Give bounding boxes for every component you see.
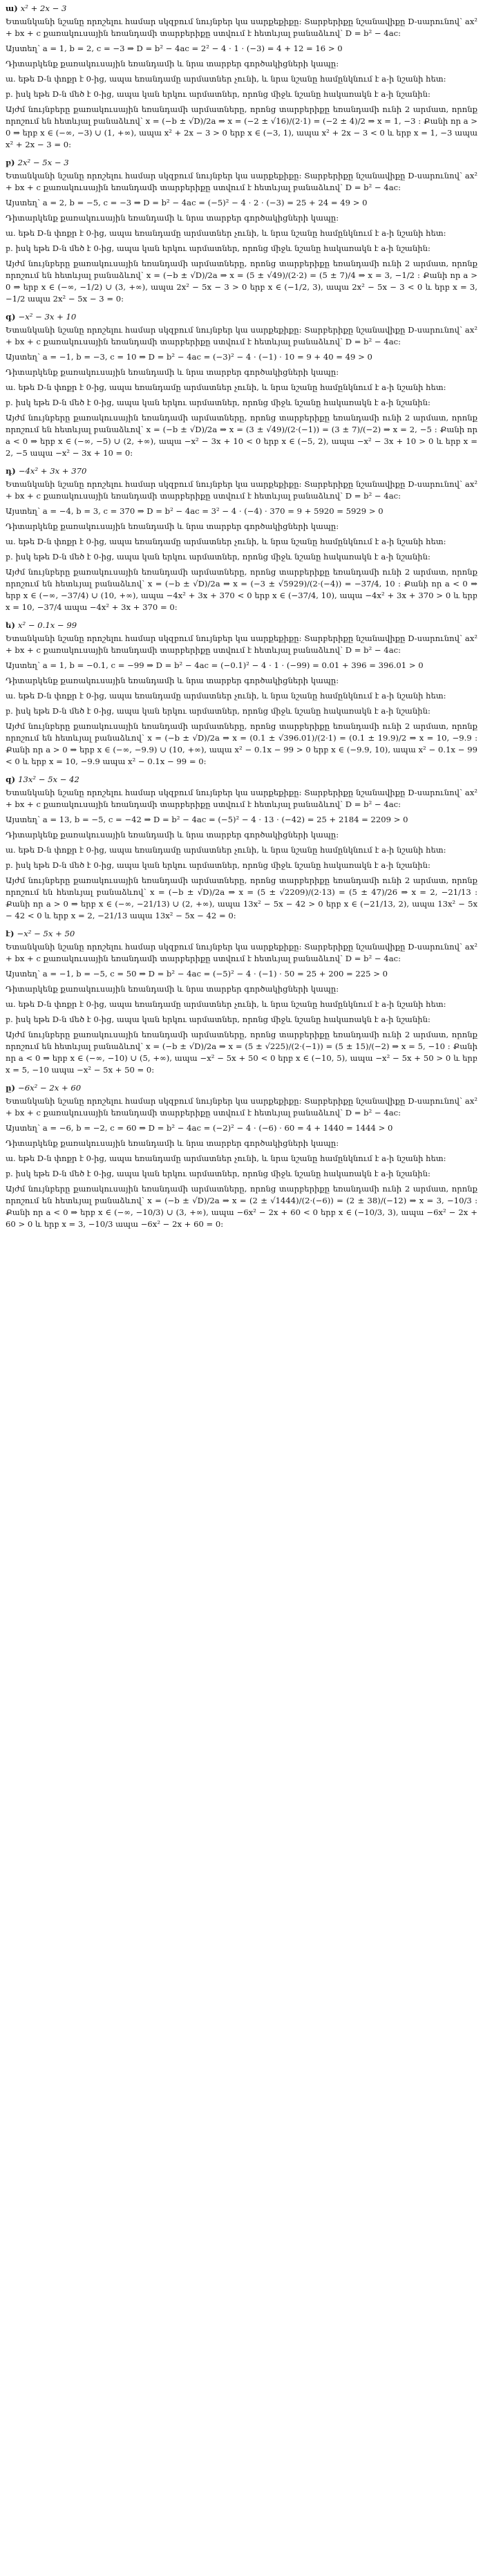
hint-negative-d: ա. եթե D-ն փոքր է 0-ից, ապա եռանդամը արմատներ չունի, և նրա նշանը համընկնում է a-ի նշանի հետ: bbox=[6, 537, 446, 546]
hint-relation: Դիտարկենք քառակուսային եռանդամի և նրա տարբեր գործակիցների կապը: bbox=[6, 521, 339, 531]
solution-paragraph: Այժմ նույնբերը քառակուսային եռանդամի արմատները, որոնց տարբերիքը եռանդամի ունի 2 արմատ, որոնք որոշում են հետևյալ բանաձևով՝ x = (−b ± √D)/2a ⇒ x = (5 ± √49)/(2·2) = (5 ± 7)/4 ⇒ x = 3, −1/2 : Քանի որ a > 0 ⇒ երբ x ∈ (−∞, −1/2) ∪ (3, +∞), ապա 2x² − 5x − 3 > 0 երբ x ∈ (−1/2, 3), ապա 2x² − 5x − 3 < 0 և երբ x = 3, −1/2 ապա 2x² − 5x − 3 = 0: bbox=[6, 259, 477, 304]
solution-paragraph: Այժմ նույնբերը քառակուսային եռանդամի արմատները, որոնց տարբերիքը եռանդամի ունի 2 արմատ, որոնք որոշում են հետևյալ բանաձևով՝ x = (−b ± √D)/2a ⇒ x = (0.1 ± √396.01)/(2·1) = (0.1 ± 19.9)/2 ⇒ x = 10, −9.9 : Քանի որ a > 0 ⇒ երբ x ∈ (−∞, −9.9) ∪ (10, +∞), ապա x² − 0.1x − 99 > 0 երբ x ∈ (−9.9, 10), ապա x² − 0.1x − 99 < 0 և երբ x = 10, −9.9 ապա x² − 0.1x − 99 = 0: bbox=[6, 721, 477, 766]
hint-relation: Դիտարկենք քառակուսային եռանդամի և նրա տարբեր գործակիցների կապը: bbox=[6, 830, 339, 840]
intro-paragraph: Ետանկանի նշանը որոշելու համար սկզբում նույնբեր կա սարքեքիքը: Տարբերիքը նշանավիքը D-սարունով՝ ax² + bx + c քառակուսային եռանդամի տարբերիքը ստվում է հետևյալ բանաձևով՝ D = b² − 4ac: bbox=[6, 788, 477, 809]
discriminant-calc: Այստեղ՝ a = −4, b = 3, c = 370 ⇒ D = b² − 4ac = 3² − 4 · (−4) · 370 = 9 + 5920 = 5929 > 0 bbox=[6, 506, 383, 516]
solution-paragraph: Այժմ նույնբերը քառակուսային եռանդամի արմատները, որոնց տարբերիքը եռանդամի ունի 2 արմատ, որոնք որոշում են հետևյալ բանաձևով՝ x = (−b ± √D)/2a ⇒ x = (−2 ± √16)/(2·1) = (−2 ± 4)/2 ⇒ x = 1, −3 : Քանի որ a > 0 ⇒ երբ x ∈ (−∞, −3) ∪ (1, +∞), ապա x² + 2x − 3 > 0 երբ x ∈ (−3, 1), ապա x² + 2x − 3 < 0 և երբ x = 1, −3 ապա x² + 2x − 3 = 0: bbox=[6, 104, 477, 149]
hint-positive-d: բ. իսկ եթե D-ն մեծ է 0-ից, ապա կան երկու արմատներ, որոնց միջև նշանը հակառակն է a-ի նշանին: bbox=[6, 1169, 430, 1178]
solution-paragraph: Այժմ նույնբերը քառակուսային եռանդամի արմատները, որոնց տարբերիքը եռանդամի ունի 2 արմատ, որոնք որոշում են հետևյալ բանաձևով՝ x = (−b ± √D)/2a ⇒ x = (5 ± √225)/(2·(−1)) = (5 ± 15)/(−2) ⇒ x = 5, −10 : Քանի որ a < 0 ⇒ երբ x ∈ (−∞, −10) ∪ (5, +∞), ապա −x² − 5x + 50 < 0 երբ x ∈ (−10, 5), ապա −x² − 5x + 50 > 0 և երբ x = 5, −10 ապա −x² − 5x + 50 = 0: bbox=[6, 1030, 477, 1075]
problem-title bbox=[6, 620, 477, 631]
hint-relation: Դիտարկենք քառակուսային եռանդամի և նրա տարբեր գործակիցների կապը: bbox=[6, 367, 339, 377]
problem-label: է) bbox=[6, 929, 15, 938]
discriminant-calc: Այստեղ՝ a = 2, b = −5, c = −3 ⇒ D = b² − 4ac = (−5)² − 4 · 2 · (−3) = 25 + 24 = 49 > 0 bbox=[6, 198, 368, 207]
intro-paragraph: Ետանկանի նշանը որոշելու համար սկզբում նույնբեր կա սարքեքիքը: Տարբերիքը նշանավիքը D-սարունով՝ ax² + bx + c քառակուսային եռանդամի տարբերիքը ստվում է հետևյալ բանաձևով՝ D = b² − 4ac: bbox=[6, 942, 477, 963]
problem-label: դ) bbox=[6, 466, 16, 476]
problem-title bbox=[6, 774, 477, 786]
problem-1 bbox=[6, 3, 477, 151]
problem-expression: 2x² − 5x − 3 bbox=[17, 158, 69, 167]
hint-relation: Դիտարկենք քառակուսային եռանդամի և նրա տարբեր գործակիցների կապը: bbox=[6, 676, 339, 685]
discriminant-calc: Այստեղ՝ a = −1, b = −5, c = 50 ⇒ D = b² − 4ac = (−5)² − 4 · (−1) · 50 = 25 + 200 = 225 > 0 bbox=[6, 969, 388, 979]
solution-paragraph: Այժմ նույնբերը քառակուսային եռանդամի արմատները, որոնց տարբերիքը եռանդամի ունի 2 արմատ, որոնք որոշում են հետևյալ բանաձևով՝ x = (−b ± √D)/2a ⇒ x = (3 ± √49)/(2·(−1)) = (3 ± 7)/(−2) ⇒ x = 2, −5 : Քանի որ a < 0 ⇒ երբ x ∈ (−∞, −5) ∪ (2, +∞), ապա −x² − 3x + 10 < 0 երբ x ∈ (−5, 2), ապա −x² − 3x + 10 > 0 և երբ x = 2, −5 ապա −x² − 3x + 10 = 0: bbox=[6, 413, 477, 458]
problem-title bbox=[6, 157, 477, 169]
problem-6 bbox=[6, 774, 477, 922]
problem-3 bbox=[6, 311, 477, 459]
hint-relation: Դիտարկենք քառակուսային եռանդամի և նրա տարբեր գործակիցների կապը: bbox=[6, 1138, 339, 1148]
problem-label: զ) bbox=[6, 775, 16, 784]
problem-expression: −4x² + 3x + 370 bbox=[18, 466, 87, 476]
problem-label: ա) bbox=[6, 3, 18, 13]
hint-positive-d: բ. իսկ եթե D-ն մեծ է 0-ից, ապա կան երկու արմատներ, որոնց միջև նշանը հակառակն է a-ի նշանին: bbox=[6, 243, 430, 253]
problem-label: ե) bbox=[6, 620, 15, 630]
hint-relation: Դիտարկենք քառակուսային եռանդամի և նրա տարբեր գործակիցների կապը: bbox=[6, 59, 339, 68]
solution-paragraph: Այժմ նույնբերը քառակուսային եռանդամի արմատները, որոնց տարբերիքը եռանդամի ունի 2 արմատ, որոնք որոշում են հետևյալ բանաձևով՝ x = (−b ± √D)/2a ⇒ x = (2 ± √1444)/(2·(−6)) = (2 ± 38)/(−12) ⇒ x = 3, −10/3 : Քանի որ a < 0 ⇒ երբ x ∈ (−∞, −10/3) ∪ (3, +∞), ապա −6x² − 2x + 60 < 0 երբ x ∈ (−10/3, 3), ապա −6x² − 2x + 60 > 0 և երբ x = 3, −10/3 ապա −6x² − 2x + 60 = 0: bbox=[6, 1184, 477, 1229]
hint-relation: Դիտարկենք քառակուսային եռանդամի և նրա տարբեր գործակիցների կապը: bbox=[6, 213, 339, 223]
intro-paragraph: Ետանկանի նշանը որոշելու համար սկզբում նույնբեր կա սարքեքիքը: Տարբերիքը նշանավիքը D-սարունով՝ ax² + bx + c քառակուսային եռանդամի տարբերիքը ստվում է հետևյալ բանաձևով՝ D = b² − 4ac: bbox=[6, 633, 477, 655]
problem-label: գ) bbox=[6, 312, 16, 322]
problem-title bbox=[6, 3, 477, 15]
problem-5 bbox=[6, 620, 477, 768]
problem-7 bbox=[6, 928, 477, 1076]
hint-positive-d: բ. իսկ եթե D-ն մեծ է 0-ից, ապա կան երկու արմատներ, որոնց միջև նշանը հակառակն է a-ի նշանին: bbox=[6, 1014, 430, 1024]
problem-expression: −x² − 5x + 50 bbox=[17, 929, 75, 938]
intro-paragraph: Ետանկանի նշանը որոշելու համար սկզբում նույնբեր կա սարքեքիքը: Տարբերիքը նշանավիքը D-սարունով՝ ax² + bx + c քառակուսային եռանդամի տարբերիքը ստվում է հետևյալ բանաձևով՝ D = b² − 4ac: bbox=[6, 17, 477, 38]
hint-positive-d: բ. իսկ եթե D-ն մեծ է 0-ից, ապա կան երկու արմատներ, որոնց միջև նշանը հակառակն է a-ի նշանին: bbox=[6, 89, 430, 99]
problem-expression: x² + 2x − 3 bbox=[20, 3, 67, 13]
discriminant-calc: Այստեղ՝ a = 13, b = −5, c = −42 ⇒ D = b² − 4ac = (−5)² − 4 · 13 · (−42) = 25 + 2184 = 2209 > 0 bbox=[6, 815, 408, 824]
problem-title bbox=[6, 465, 477, 477]
hint-positive-d: բ. իսկ եթե D-ն մեծ է 0-ից, ապա կան երկու արմատներ, որոնց միջև նշանը հակառակն է a-ի նշանին: bbox=[6, 860, 430, 870]
hint-negative-d: ա. եթե D-ն փոքր է 0-ից, ապա եռանդամը արմատներ չունի, և նրա նշանը համընկնում է a-ի նշանի հետ: bbox=[6, 228, 446, 238]
intro-paragraph: Ետանկանի նշանը որոշելու համար սկզբում նույնբեր կա սարքեքիքը: Տարբերիքը նշանավիքը D-սարունով՝ ax² + bx + c քառակուսային եռանդամի տարբերիքը ստվում է հետևյալ բանաձևով՝ D = b² − 4ac: bbox=[6, 325, 477, 346]
problem-expression: x² − 0.1x − 99 bbox=[17, 620, 77, 630]
problem-expression: −x² − 3x + 10 bbox=[18, 312, 77, 322]
problem-expression: 13x² − 5x − 42 bbox=[18, 775, 79, 784]
hint-negative-d: ա. եթե D-ն փոքր է 0-ից, ապա եռանդամը արմատներ չունի, և նրա նշանը համընկնում է a-ի նշանի հետ: bbox=[6, 74, 446, 84]
hint-positive-d: բ. իսկ եթե D-ն մեծ է 0-ից, ապա կան երկու արմատներ, որոնց միջև նշանը հակառակն է a-ի նշանին: bbox=[6, 552, 430, 562]
problem-8 bbox=[6, 1082, 477, 1230]
problem-title bbox=[6, 1082, 477, 1094]
solution-paragraph: Այժմ նույնբերը քառակուսային եռանդամի արմատները, որոնց տարբերիքը եռանդամի ունի 2 արմատ, որոնք որոշում են հետևյալ բանաձևով՝ x = (−b ± √D)/2a ⇒ x = (5 ± √2209)/(2·13) = (5 ± 47)/26 ⇒ x = 2, −21/13 : Քանի որ a > 0 ⇒ երբ x ∈ (−∞, −21/13) ∪ (2, +∞), ապա 13x² − 5x − 42 > 0 երբ x ∈ (−21/13, 2), ապա 13x² − 5x − 42 < 0 և երբ x = 2, −21/13 ապա 13x² − 5x − 42 = 0: bbox=[6, 875, 477, 920]
hint-negative-d: ա. եթե D-ն փոքր է 0-ից, ապա եռանդամը արմատներ չունի, և նրա նշանը համընկնում է a-ի նշանի հետ: bbox=[6, 845, 446, 855]
problem-label: բ) bbox=[6, 158, 15, 167]
problem-title bbox=[6, 928, 477, 940]
discriminant-calc: Այստեղ՝ a = 1, b = 2, c = −3 ⇒ D = b² − 4ac = 2² − 4 · 1 · (−3) = 4 + 12 = 16 > 0 bbox=[6, 44, 343, 53]
problem-expression: −6x² − 2x + 60 bbox=[18, 1083, 82, 1093]
intro-paragraph: Ետանկանի նշանը որոշելու համար սկզբում նույնբեր կա սարքեքիքը: Տարբերիքը նշանավիքը D-սարունով՝ ax² + bx + c քառակուսային եռանդամի տարբերիքը ստվում է հետևյալ բանաձևով՝ D = b² − 4ac: bbox=[6, 479, 477, 501]
hint-negative-d: ա. եթե D-ն փոքր է 0-ից, ապա եռանդամը արմատներ չունի, և նրա նշանը համընկնում է a-ի նշանի հետ: bbox=[6, 691, 446, 701]
problem-4 bbox=[6, 465, 477, 613]
intro-paragraph: Ետանկանի նշանը որոշելու համար սկզբում նույնբեր կա սարքեքիքը: Տարբերիքը նշանավիքը D-սարունով՝ ax² + bx + c քառակուսային եռանդամի տարբերիքը ստվում է հետևյալ բանաձևով՝ D = b² − 4ac: bbox=[6, 1096, 477, 1118]
discriminant-calc: Այստեղ՝ a = −1, b = −3, c = 10 ⇒ D = b² − 4ac = (−3)² − 4 · (−1) · 10 = 9 + 40 = 49 > 0 bbox=[6, 352, 372, 362]
hint-positive-d: բ. իսկ եթե D-ն մեծ է 0-ից, ապա կան երկու արմատներ, որոնց միջև նշանը հակառակն է a-ի նշանին: bbox=[6, 706, 430, 716]
hint-positive-d: բ. իսկ եթե D-ն մեծ է 0-ից, ապա կան երկու արմատներ, որոնց միջև նշանը հակառակն է a-ի նշանին: bbox=[6, 398, 430, 407]
problem-label: ը) bbox=[6, 1083, 15, 1093]
hint-negative-d: ա. եթե D-ն փոքր է 0-ից, ապա եռանդամը արմատներ չունի, և նրա նշանը համընկնում է a-ի նշանի հետ: bbox=[6, 1153, 446, 1163]
problem-title bbox=[6, 311, 477, 323]
solution-paragraph: Այժմ նույնբերը քառակուսային եռանդամի արմատները, որոնց տարբերիքը եռանդամի ունի 2 արմատ, որոնք որոշում են հետևյալ բանաձևով՝ x = (−b ± √D)/2a ⇒ x = (−3 ± √5929)/(2·(−4)) = −37/4, 10 : Քանի որ a < 0 ⇒ երբ x ∈ (−∞, −37/4) ∪ (10, +∞), ապա −4x² + 3x + 370 < 0 երբ x ∈ (−37/4, 10), ապա −4x² + 3x + 370 > 0 և երբ x = 10, −37/4 ապա −4x² + 3x + 370 = 0: bbox=[6, 567, 477, 612]
intro-paragraph: Ետանկանի նշանը որոշելու համար սկզբում նույնբեր կա սարքեքիքը: Տարբերիքը նշանավիքը D-սարունով՝ ax² + bx + c քառակուսային եռանդամի տարբերիքը ստվում է հետևյալ բանաձևով՝ D = b² − 4ac: bbox=[6, 171, 477, 192]
hint-negative-d: ա. եթե D-ն փոքր է 0-ից, ապա եռանդամը արմատներ չունի, և նրա նշանը համընկնում է a-ի նշանի հետ: bbox=[6, 382, 446, 392]
discriminant-calc: Այստեղ՝ a = 1, b = −0.1, c = −99 ⇒ D = b² − 4ac = (−0.1)² − 4 · 1 · (−99) = 0.01 + 396 = 396.01 > 0 bbox=[6, 660, 424, 670]
problem-2 bbox=[6, 157, 477, 305]
discriminant-calc: Այստեղ՝ a = −6, b = −2, c = 60 ⇒ D = b² − 4ac = (−2)² − 4 · (−6) · 60 = 4 + 1440 = 1444 > 0 bbox=[6, 1123, 393, 1133]
hint-relation: Դիտարկենք քառակուսային եռանդամի և նրա տարբեր գործակիցների կապը: bbox=[6, 984, 339, 994]
hint-negative-d: ա. եթե D-ն փոքր է 0-ից, ապա եռանդամը արմատներ չունի, և նրա նշանը համընկնում է a-ի նշանի հետ: bbox=[6, 999, 446, 1009]
